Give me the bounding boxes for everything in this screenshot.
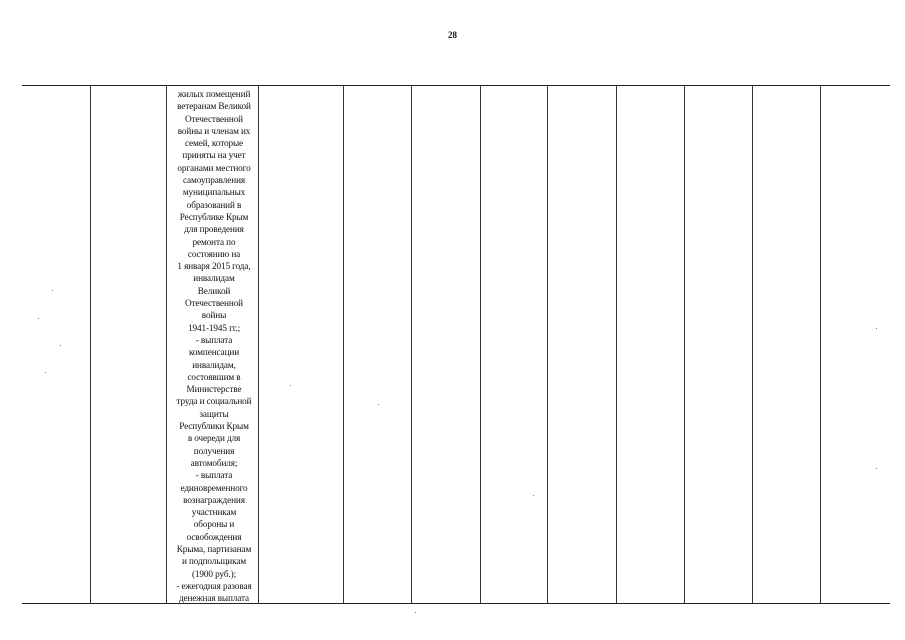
cell-line: труда и социальной bbox=[176, 396, 252, 407]
cell-line: единовременного bbox=[180, 482, 248, 493]
scan-speck bbox=[378, 404, 379, 405]
cell-line: приняты на учет bbox=[182, 150, 246, 161]
cell-line: защиты bbox=[199, 408, 229, 419]
column-divider bbox=[752, 85, 753, 604]
cell-line: Республике Крым bbox=[179, 211, 249, 222]
cell-line: Республики Крым bbox=[179, 421, 249, 432]
column-divider bbox=[411, 85, 412, 604]
column-divider bbox=[90, 85, 91, 604]
scan-speck bbox=[60, 345, 61, 346]
cell-line: вознаграждения bbox=[183, 494, 245, 505]
cell-line: 1941-1945 гг.; bbox=[187, 322, 241, 333]
cell-line: Отечественной bbox=[185, 113, 243, 124]
cell-line: (1900 руб.); bbox=[191, 568, 237, 579]
document-table bbox=[22, 85, 890, 604]
scan-speck bbox=[290, 385, 291, 386]
page-number: 28 bbox=[448, 30, 457, 40]
cell-line: войны bbox=[201, 310, 227, 321]
cell-line: участникам bbox=[191, 507, 237, 518]
cell-line: органами местного bbox=[177, 162, 251, 173]
column-divider bbox=[343, 85, 344, 604]
scan-speck bbox=[52, 290, 53, 291]
cell-line: инвалидам bbox=[193, 273, 235, 284]
cell-line: самоуправления bbox=[182, 175, 246, 186]
cell-line: - выплата bbox=[195, 470, 233, 481]
cell-line: обороны и bbox=[193, 519, 235, 530]
scan-speck bbox=[415, 612, 416, 613]
table-top-border bbox=[22, 85, 890, 86]
cell-line: муниципальных bbox=[182, 187, 246, 198]
cell-line: получения bbox=[193, 445, 235, 456]
cell-line: инвалидам, bbox=[192, 359, 236, 370]
scan-speck bbox=[876, 468, 877, 469]
cell-line: Великой bbox=[197, 285, 231, 296]
cell-line: состоянию на bbox=[187, 248, 241, 259]
cell-line: Министерстве bbox=[186, 384, 242, 395]
cell-line: в очереди для bbox=[187, 433, 241, 444]
scan-speck bbox=[38, 318, 39, 319]
cell-line: ветеранам Великой bbox=[177, 101, 251, 112]
cell-line: жилых помещений bbox=[177, 89, 251, 99]
scan-speck bbox=[45, 372, 46, 373]
cell-line: 1 января 2015 года, bbox=[177, 261, 251, 272]
scan-speck bbox=[533, 495, 534, 496]
cell-line: ремонта по bbox=[192, 236, 236, 247]
cell-line: - ежегодная разовая bbox=[176, 580, 252, 591]
column-divider bbox=[480, 85, 481, 604]
column-divider bbox=[820, 85, 821, 604]
scan-speck bbox=[876, 328, 877, 329]
column-divider bbox=[547, 85, 548, 604]
cell-line: образований в bbox=[186, 199, 242, 210]
table-bottom-border bbox=[22, 603, 890, 604]
cell-line: Крыма, партизанам bbox=[176, 543, 252, 554]
cell-line: освобождения bbox=[186, 531, 242, 542]
cell-line: войны и членам их bbox=[177, 125, 251, 136]
cell-line: и подпольщикам bbox=[181, 556, 247, 567]
column-divider bbox=[684, 85, 685, 604]
column-divider bbox=[616, 85, 617, 604]
cell-line: денежная выплата bbox=[178, 593, 250, 604]
cell-line: для проведения bbox=[184, 224, 244, 235]
table-cell-description bbox=[167, 88, 261, 604]
cell-line: состоявшим в bbox=[187, 371, 241, 382]
cell-line: - выплата bbox=[195, 334, 233, 345]
cell-line: Отечественной bbox=[185, 298, 243, 309]
cell-line: автомобиля; bbox=[190, 457, 238, 468]
cell-line: семей, которые bbox=[184, 138, 244, 149]
cell-line: компенсации bbox=[188, 347, 240, 358]
